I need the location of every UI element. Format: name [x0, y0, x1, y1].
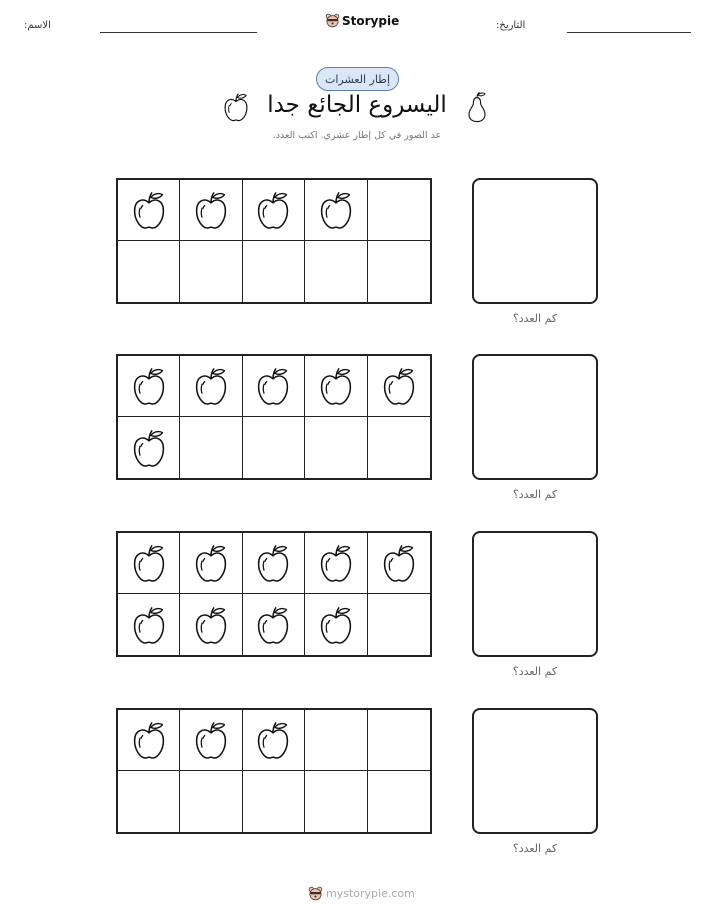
page-title: اليسروع الجائع جدا — [267, 92, 447, 118]
apple-icon — [193, 543, 229, 583]
ten-frame-cell — [368, 771, 430, 832]
ten-frame — [116, 178, 432, 304]
name-line[interactable] — [100, 32, 257, 33]
ten-frame — [116, 708, 432, 834]
ten-frame-cell — [118, 180, 180, 241]
ten-frame-cell — [368, 241, 430, 302]
ten-frame-cell — [243, 417, 305, 478]
date-line[interactable] — [567, 32, 691, 33]
apple-icon — [318, 543, 354, 583]
ten-frame-cell — [118, 417, 180, 478]
ten-frame-cell — [305, 180, 367, 241]
ten-frame-cell — [180, 710, 242, 771]
ten-frame-cell — [368, 180, 430, 241]
apple-icon — [318, 366, 354, 406]
question-label: كم العدد؟ — [512, 665, 558, 678]
footer — [308, 886, 415, 901]
question-label: كم العدد؟ — [512, 842, 558, 855]
apple-icon — [255, 543, 291, 583]
ten-frame-cell — [118, 533, 180, 594]
ten-frame-cell — [305, 356, 367, 417]
apple-icon — [222, 92, 250, 122]
ten-frame-cell — [305, 533, 367, 594]
answer-box[interactable] — [472, 178, 598, 304]
topic-badge: إطار العشرات — [316, 67, 399, 91]
ten-frame-cell — [118, 241, 180, 302]
answer-box[interactable] — [472, 354, 598, 480]
ten-frame-cell — [243, 771, 305, 832]
apple-icon — [193, 366, 229, 406]
ten-frame-cell — [180, 533, 242, 594]
ten-frame — [116, 531, 432, 657]
ten-frame-cell — [118, 771, 180, 832]
apple-icon — [131, 366, 167, 406]
ten-frame-cell — [180, 771, 242, 832]
apple-icon — [193, 720, 229, 760]
ten-frame-cell — [180, 594, 242, 655]
ten-frame-cell — [305, 594, 367, 655]
question-label: كم العدد؟ — [512, 488, 558, 501]
ten-frame-cell — [305, 417, 367, 478]
ten-frame-cell — [305, 771, 367, 832]
bear-logo-icon — [308, 886, 323, 901]
brand — [325, 13, 399, 28]
apple-icon — [255, 366, 291, 406]
ten-frame-cell — [180, 417, 242, 478]
ten-frame-cell — [243, 241, 305, 302]
apple-icon — [131, 605, 167, 645]
ten-frame-cell — [118, 356, 180, 417]
answer-box[interactable] — [472, 531, 598, 657]
apple-icon — [193, 605, 229, 645]
ten-frame — [116, 354, 432, 480]
ten-frame-cell — [368, 417, 430, 478]
ten-frame-cell — [118, 710, 180, 771]
apple-icon — [318, 605, 354, 645]
apple-icon — [131, 190, 167, 230]
brand-name: Storypie — [342, 13, 400, 28]
apple-icon — [131, 428, 167, 468]
answer-box[interactable] — [472, 708, 598, 834]
ten-frame-cell — [243, 594, 305, 655]
ten-frame-cell — [243, 356, 305, 417]
bear-logo-icon — [325, 13, 340, 28]
ten-frame-cell — [243, 533, 305, 594]
apple-icon — [255, 605, 291, 645]
pear-icon — [465, 91, 489, 123]
ten-frame-cell — [118, 594, 180, 655]
apple-icon — [193, 190, 229, 230]
ten-frame-cell — [305, 710, 367, 771]
apple-icon — [318, 190, 354, 230]
apple-icon — [381, 366, 417, 406]
apple-icon — [255, 720, 291, 760]
date-label: التاريخ: — [496, 20, 526, 31]
ten-frame-cell — [180, 241, 242, 302]
instructions: عد الصور في كل إطار عشري. اكتب العدد. — [272, 130, 442, 141]
ten-frame-cell — [243, 180, 305, 241]
ten-frame-cell — [180, 356, 242, 417]
ten-frame-cell — [305, 241, 367, 302]
apple-icon — [131, 720, 167, 760]
ten-frame-cell — [368, 356, 430, 417]
ten-frame-cell — [368, 533, 430, 594]
footer-url: mystorypie.com — [326, 887, 415, 900]
question-label: كم العدد؟ — [512, 312, 558, 325]
ten-frame-cell — [180, 180, 242, 241]
ten-frame-cell — [368, 710, 430, 771]
ten-frame-cell — [243, 710, 305, 771]
apple-icon — [381, 543, 417, 583]
apple-icon — [255, 190, 291, 230]
ten-frame-cell — [368, 594, 430, 655]
apple-icon — [131, 543, 167, 583]
name-label: الاسم: — [24, 20, 51, 31]
